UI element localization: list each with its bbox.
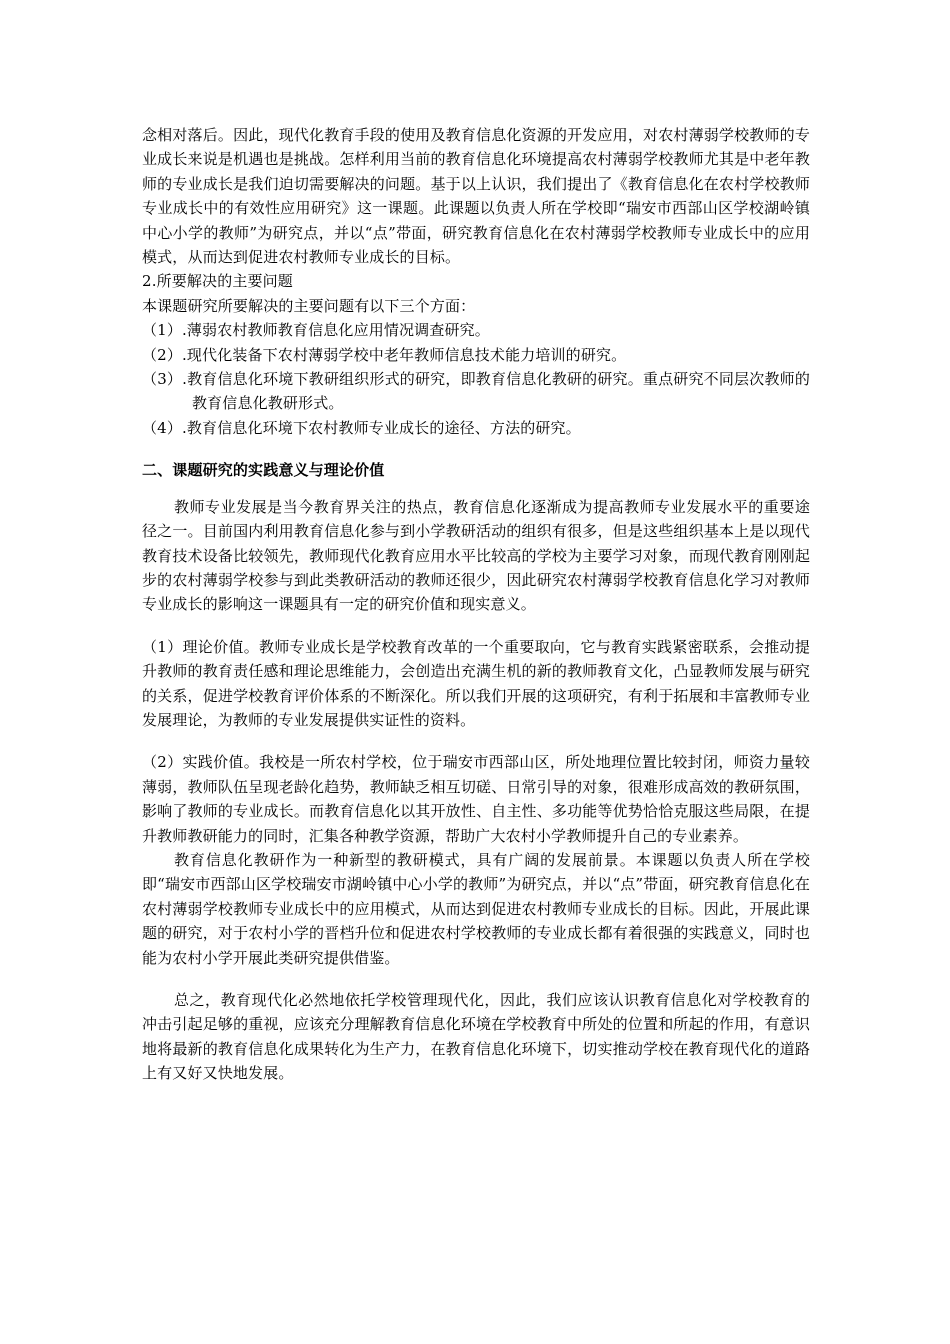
prospect-paragraph: 教育信息化教研作为一种新型的教研模式，具有广阔的发展前景。本课题以负责人所在学校即“瑞安市西部山区学校瑞安市湖岭镇中心小学的教师”为研究点，并以“点”带面，研究教育信息化在农村薄弱学校教师专业成长中的应用模式，从而达到促进农村教师专业成长的目标。因此，开展此课题的研究，对于农村小学的晋档升位和促进农村学校教师的专业成长都有着很强的实践意义，同时也能为农村小学开展此类研究提供借鉴。	[142, 850, 810, 967]
spacer	[142, 483, 810, 495]
spacer	[142, 617, 810, 635]
problem-item-2: （2）.现代化装备下农村薄弱学校中老年教师信息技术能力培训的研究。	[142, 345, 627, 364]
subheading-main-problems: 2.所要解决的主要问题	[142, 272, 293, 291]
theory-value-paragraph: （1）理论价值。教师专业成长是学校教育改革的一个重要取向，它与教育实践紧密联系，会推动提升教师的教育责任感和理论思维能力，会创造出充满生机的新的教师教育文化，凸显教师发展与研究的关系，促进学校教育评价体系的不断深化。所以我们开展的这项研究，有利于拓展和丰富教师专业发展理论，为教师的专业发展提供实证性的资料。	[142, 637, 810, 729]
document-page	[142, 123, 810, 1086]
conclusion-paragraph: 总之，教育现代化必然地依托学校管理现代化，因此，我们应该认识教育信息化对学校教育的冲击引起足够的重视，应该充分理解教育信息化环境在学校教育中所处的位置和所起的作用，有意识地将最新的教育信息化成果转化为生产力，在教育信息化环境下，切实推动学校在教育现代化的道路上有又好又快地发展。	[142, 991, 810, 1083]
practice-value-paragraph: （2）实践价值。我校是一所农村学校，位于瑞安市西部山区，所处地理位置比较封闭，师资力量较薄弱，教师队伍呈现老龄化趋势，教师缺乏相互切磋、日常引导的对象，很难形成高效的教研氛围，影响了教师的专业成长。而教育信息化以其开放性、自主性、多功能等优势恰恰克服这些局限，在提升教师教研能力的同时，汇集各种教学资源，帮助广大农村小学教师提升自己的专业素养。	[142, 753, 810, 845]
spacer	[142, 970, 810, 988]
intro-paragraph: 念相对落后。因此，现代化教育手段的使用及教育信息化资源的开发应用，对农村薄弱学校教师的专业成长来说是机遇也是挑战。怎样利用当前的教育信息化环境提高农村薄弱学校教师尤其是中老年教师的专业成长是我们迫切需要解决的问题。基于以上认识，我们提出了《教育信息化在农村学校教师专业成长中的有效性应用研究》这一课题。此课题以负责人所在学校即“瑞安市西部山区学校湖岭镇中心小学的教师”为研究点，并以“点”带面，研究教育信息化在农村薄弱学校教师专业成长中的应用模式，从而达到促进农村教师专业成长的目标。	[142, 126, 810, 267]
problem-item-4: （4）.教育信息化环境下农村教师专业成长的途径、方法的研究。	[142, 418, 581, 437]
section-heading-significance: 二、课题研究的实践意义与理论价值	[142, 461, 385, 480]
spacer	[142, 732, 810, 750]
problems-intro: 本课题研究所要解决的主要问题有以下三个方面：	[142, 296, 476, 315]
problem-item-3: （3）.教育信息化环境下教研组织形式的研究，即教育信息化教研的研究。重点研究不同层次教师的教育信息化教研形式。	[142, 370, 810, 413]
significance-paragraph: 教师专业发展是当今教育界关注的热点，教育信息化逐渐成为提高教师专业发展水平的重要途径之一。目前国内利用教育信息化参与到小学教研活动的组织有很多，但是这些组织基本上是以现代教育技术设备比较领先，教师现代化教育应用水平比较高的学校为主要学习对象，而现代教育刚刚起步的农村薄弱学校参与到此类教研活动的教师还很少，因此研究农村薄弱学校教育信息化学习对教师专业成长的影响这一课题具有一定的研究价值和现实意义。	[142, 497, 810, 614]
problem-item-1: （1）.薄弱农村教师教育信息化应用情况调查研究。	[142, 321, 490, 340]
